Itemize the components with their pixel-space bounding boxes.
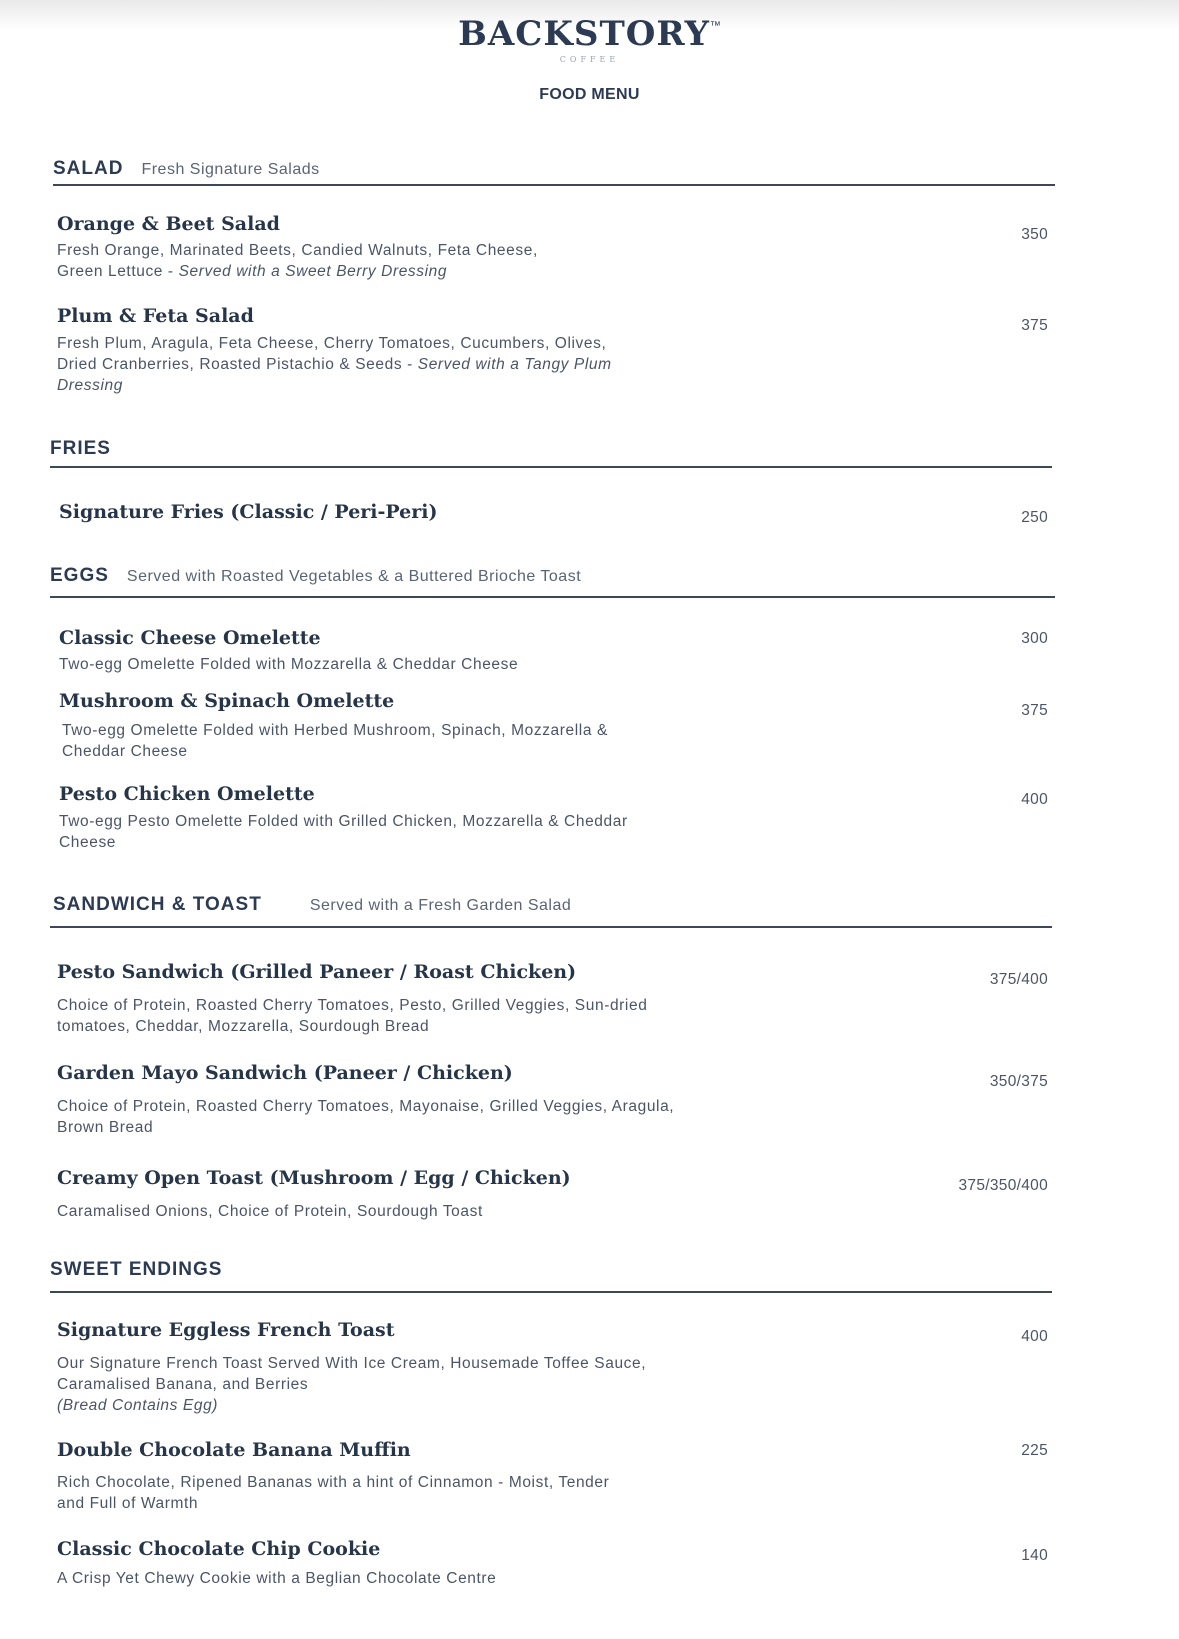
item-description: Fresh Plum, Aragula, Feta Cheese, Cherry Tomatoes, Cucumbers, Olives, Dried Cranberries, Roasted Pistachio & Seeds - Served with a Tangy Plum Dressing: [57, 335, 612, 394]
item-price: 225: [1021, 1442, 1048, 1459]
item-name: Signature Eggless French Toast: [57, 1319, 395, 1341]
brand-trademark: ™: [709, 20, 721, 32]
item-name: Pesto Chicken Omelette: [59, 783, 315, 805]
menu-title: FOOD MENU: [539, 86, 640, 103]
section-subtitle: Fresh Signature Salads: [141, 161, 320, 178]
item-name: Garden Mayo Sandwich (Paneer / Chicken): [57, 1062, 513, 1084]
section-divider: [50, 1291, 1052, 1293]
section-title: FRIES: [50, 438, 111, 459]
section-title: SALAD: [53, 158, 124, 179]
item-name: Creamy Open Toast (Mushroom / Egg / Chicken): [57, 1167, 571, 1189]
section-header-eggs: [50, 565, 581, 587]
brand-subtitle: COFFEE: [559, 55, 620, 64]
brand-logo: [0, 14, 1179, 64]
section-header-salad: [53, 158, 320, 180]
section-header-sandwich: [53, 894, 571, 916]
item-price: 250: [1021, 509, 1048, 526]
item-price: 375: [1021, 702, 1048, 719]
item-description: Fresh Orange, Marinated Beets, Candied Walnuts, Feta Cheese, Green Lettuce - Served with a Sweet Berry Dressing: [57, 242, 538, 280]
item-name: Plum & Feta Salad: [57, 305, 254, 327]
item-price: 140: [1021, 1547, 1048, 1564]
item-price: 375/400: [989, 971, 1048, 988]
item-description: Two-egg Omelette Folded with Mozzarella & Cheddar Cheese: [59, 656, 519, 673]
section-divider: [50, 926, 1052, 928]
item-price: 300: [1021, 630, 1048, 647]
item-description: Two-egg Pesto Omelette Folded with Grilled Chicken, Mozzarella & Cheddar Cheese: [59, 813, 628, 851]
item-name: Classic Cheese Omelette: [59, 627, 321, 649]
item-name: Orange & Beet Salad: [57, 213, 280, 235]
item-price: 350: [1021, 226, 1048, 243]
section-divider: [50, 596, 1055, 598]
section-header-sweet-endings: [50, 1259, 222, 1281]
section-title: SANDWICH & TOAST: [53, 894, 262, 915]
item-price: 400: [1021, 791, 1048, 808]
item-description: Caramalised Onions, Choice of Protein, Sourdough Toast: [57, 1203, 483, 1220]
item-description: Two-egg Omelette Folded with Herbed Mushroom, Spinach, Mozzarella & Cheddar Cheese: [62, 722, 608, 760]
item-name: Pesto Sandwich (Grilled Paneer / Roast Chicken): [57, 961, 577, 983]
section-header-fries: [50, 438, 111, 460]
item-price: 375: [1021, 317, 1048, 334]
item-description: Choice of Protein, Roasted Cherry Tomatoes, Pesto, Grilled Veggies, Sun-dried tomatoes, Cheddar, Mozzarella, Sourdough Bread: [57, 997, 648, 1035]
section-divider: [50, 466, 1052, 468]
section-subtitle: Served with a Fresh Garden Salad: [309, 897, 572, 914]
item-name: Signature Fries (Classic / Peri-Peri): [59, 501, 438, 523]
section-title: EGGS: [50, 565, 109, 586]
section-divider: [53, 184, 1055, 186]
item-description: A Crisp Yet Chewy Cookie with a Beglian Chocolate Centre: [57, 1570, 497, 1587]
section-subtitle: Served with Roasted Vegetables & a Buttered Brioche Toast: [126, 568, 582, 585]
item-price: 375/350/400: [958, 1177, 1048, 1194]
item-description: Our Signature French Toast Served With Ice Cream, Housemade Toffee Sauce, Caramalised Banana, and Berries (Bread Contains Egg): [57, 1355, 647, 1414]
item-price: 350/375: [989, 1073, 1048, 1090]
section-title: SWEET ENDINGS: [50, 1259, 223, 1280]
brand-name: BACKSTORY: [458, 14, 710, 54]
item-name: Mushroom & Spinach Omelette: [59, 690, 395, 712]
item-description: Choice of Protein, Roasted Cherry Tomatoes, Mayonaise, Grilled Veggies, Aragula, Brown Bread: [57, 1098, 675, 1136]
item-price: 400: [1021, 1328, 1048, 1345]
item-description: Rich Chocolate, Ripened Bananas with a hint of Cinnamon - Moist, Tender and Full of Warmth: [57, 1474, 610, 1512]
item-name: Double Chocolate Banana Muffin: [57, 1439, 411, 1461]
item-name: Classic Chocolate Chip Cookie: [57, 1538, 381, 1560]
